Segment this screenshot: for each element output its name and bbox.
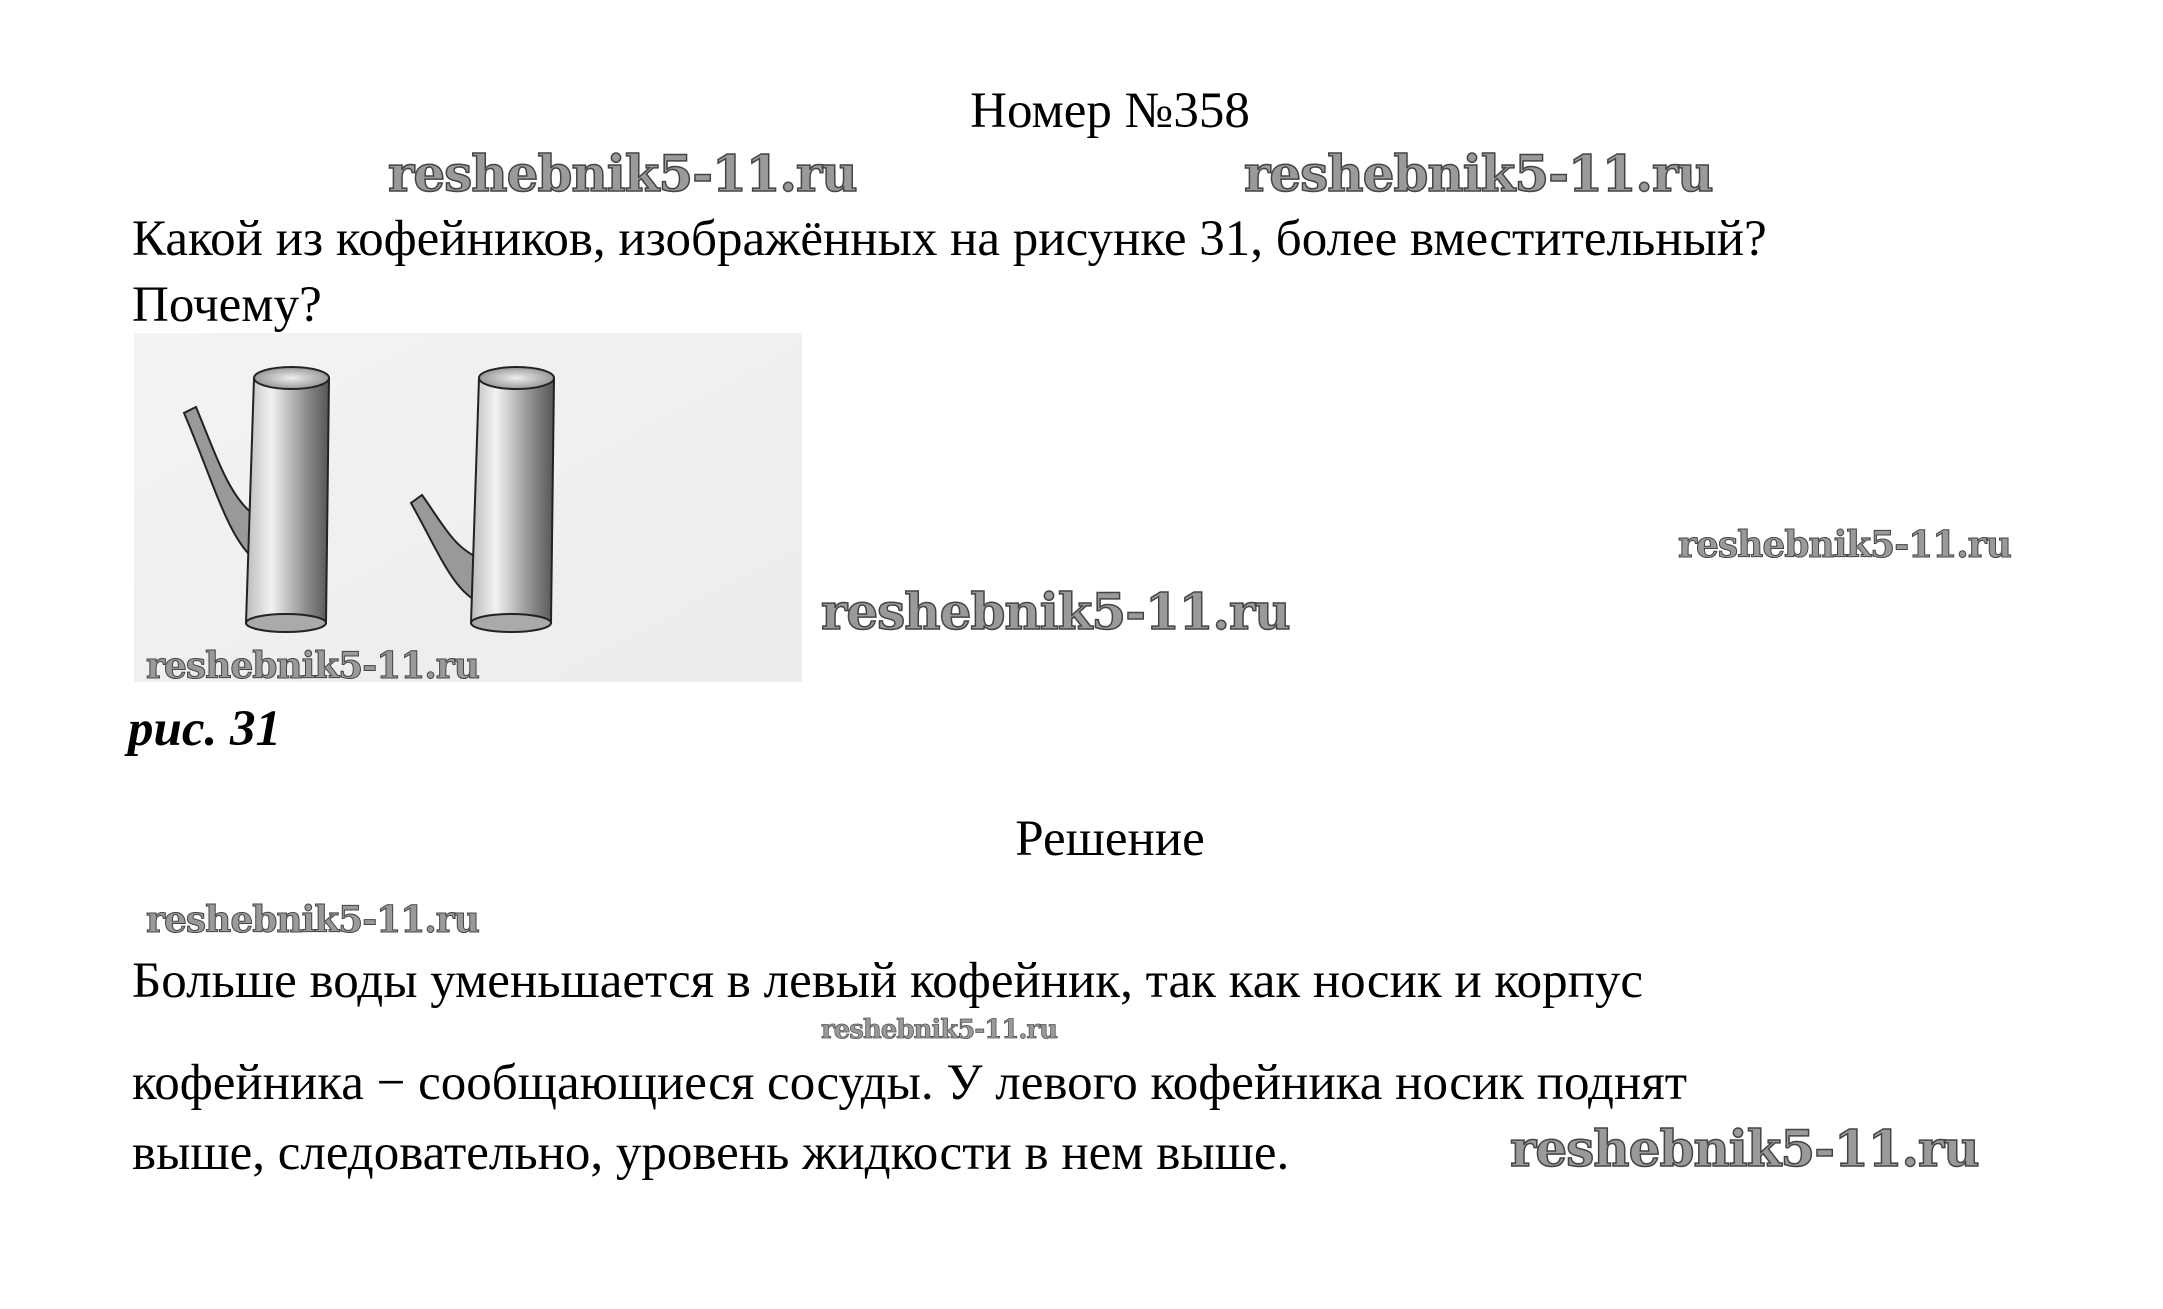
page-title: Номер №358 bbox=[970, 83, 1250, 139]
answer-line-2: кофейника − сообщающиеся сосуды. У левого кофейника носик поднят bbox=[132, 1055, 1687, 1111]
watermark: reshebnik5-11.ru bbox=[146, 645, 479, 687]
answer-line-1: Больше воды уменьшается в левый кофейник, так как носик и корпус bbox=[132, 953, 1644, 1009]
question-line-1: Какой из кофейников, изображённых на рисунке 31, более вместительный? bbox=[132, 211, 1767, 267]
watermark: reshebnik5-11.ru bbox=[388, 144, 857, 203]
solution-heading: Решение bbox=[1015, 811, 1205, 867]
figure-caption: рис. 31 bbox=[128, 701, 281, 757]
watermark: reshebnik5-11.ru bbox=[821, 1015, 1058, 1045]
watermark: reshebnik5-11.ru bbox=[1678, 524, 2011, 566]
coffee-pots-figure bbox=[134, 333, 802, 682]
watermark: reshebnik5-11.ru bbox=[821, 582, 1290, 641]
watermark: reshebnik5-11.ru bbox=[1244, 144, 1713, 203]
question-line-2: Почему? bbox=[132, 277, 322, 333]
answer-line-3: выше, следовательно, уровень жидкости в нем выше. bbox=[132, 1125, 1290, 1181]
watermark: reshebnik5-11.ru bbox=[146, 899, 479, 941]
watermark: reshebnik5-11.ru bbox=[1510, 1119, 1979, 1178]
